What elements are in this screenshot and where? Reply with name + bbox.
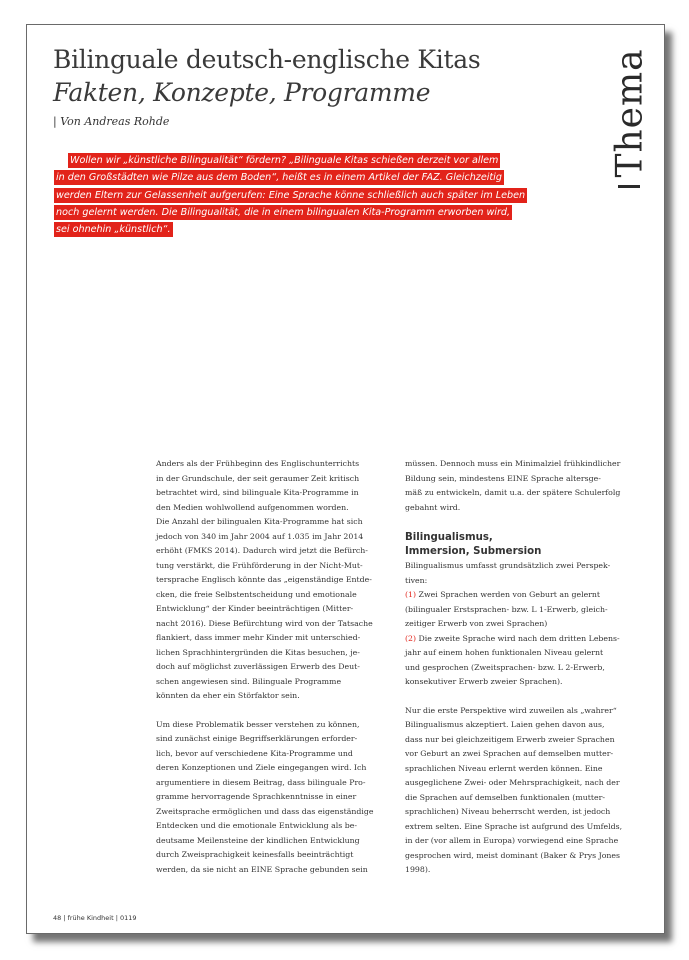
list-number: (1) [405, 590, 417, 599]
article-title: Bilinguale deutsch-englische Kitas [53, 45, 481, 74]
text-line: deren Konzeptionen und Ziele eingegangen wird. Ich [156, 763, 367, 772]
text-line: in der (vor allem in Europa) vorwiegend eine Sprache [405, 836, 619, 845]
paragraph [405, 559, 641, 588]
text-line: flankiert, dass immer mehr Kinder mit unterschied- [156, 633, 361, 642]
author-line: | Von Andreas Rohde [53, 115, 170, 128]
text-line: Entdecken und die emotionale Entwicklung als be- [156, 821, 357, 830]
text-line: mäß zu entwickeln, damit u.a. der spätere Schulerfolg [405, 488, 621, 497]
text-line: lichen Sprachhintergründen die Kitas besuchen, je- [156, 647, 360, 657]
text-line: durch Zweisprachigkeit keinesfalls beeinträchtigt [156, 850, 354, 859]
text-line: werden, da sie nicht an EINE Sprache gebunden sein [156, 864, 368, 874]
text-line: deutsame Meilensteine der kindlichen Entwicklung [156, 835, 360, 845]
intro-line: in den Großstädten wie Pilze aus dem Boden“, heißt es in einem Artikel der FAZ. Gleichzeitig [56, 172, 502, 184]
page-footer: 48 | frühe Kindheit | 0119 [53, 914, 137, 922]
text-line: jahr auf einem hohen funktionalen Niveau gelernt [405, 648, 604, 657]
intro-line: Wollen wir „künstliche Bilingualität“ fördern? „Bilinguale Kitas schießen derzeit vor allem [70, 155, 499, 166]
text-line: den Medien wohlwollend aufgenommen worden. [156, 502, 349, 512]
body-column-left [156, 457, 384, 877]
magazine-page [26, 24, 665, 934]
text-line: doch auf möglichst zuverlässigen Erwerb des Deut- [156, 662, 360, 671]
text-line: könnten da eher ein Störfaktor sein. [156, 691, 300, 700]
text-line: ausgeglichene Zwei- oder Mehrsprachigkeit, nach der [405, 778, 620, 787]
text-line: gramme hervorragende Sprachkenntnisse in einer [156, 792, 357, 801]
text-line: sind zunächst einige Begriffserklärungen erforder- [156, 734, 358, 743]
text-line: (bilingualer Erstsprachen- bzw. L 1-Erwerb, gleich- [405, 604, 608, 614]
text-line: nacht 2016). Diese Befürchtung wird von der Tatsache [156, 618, 373, 628]
intro-line: werden Eltern zur Gelassenheit aufgerufen: Eine Sprache könne schließlich auch später im Leben [56, 189, 526, 201]
text-line: müssen. Dennoch muss ein Minimalziel frühkindlicher [405, 459, 621, 468]
paragraph [156, 718, 384, 878]
text-line: Bilingualismus umfasst grundsätzlich zwei Perspek- [405, 561, 611, 570]
list-number: (2) [405, 633, 417, 643]
text-line: konsekutiver Erwerb zweier Sprachen). [405, 677, 563, 686]
text-line: Zweitsprache ermöglichen und dass das eigenständige [156, 806, 374, 816]
text-line: Die Anzahl der bilingualen Kita-Programme hat sich [156, 517, 363, 526]
text-line: cken, die freie Selbstentscheidung und emotionale [156, 589, 357, 599]
section-divider [618, 185, 640, 188]
text-line: sprachlichen Niveau erlernt werden können. Eine [405, 763, 603, 773]
list-item [405, 588, 641, 632]
text-line: Bildung sein, mindestens EINE Sprache altersge- [405, 473, 601, 483]
intro-teaser [54, 152, 554, 238]
text-line: die Sprachen auf demselben funktionalen (mutter- [405, 792, 605, 802]
text-line: extrem selten. Eine Sprache ist aufgrund des Umfelds, [405, 821, 623, 831]
subheading-line: Bilingualismus, [405, 532, 493, 543]
text-line: dass nur bei gleichzeitigem Erwerb zweier Sprachen [405, 734, 615, 744]
text-line: Entwicklung“ der Kinder beeinträchtigen (Mitter- [156, 604, 354, 613]
paragraph [405, 457, 641, 515]
text-line: lich, bevor auf verschiedene Kita-Programme und [156, 748, 353, 758]
text-line: in der Grundschule, der seit geraumer Zeit kritisch [156, 473, 360, 483]
text-line: und gesprochen (Zweitsprachen- bzw. L 2-Erwerb, [405, 662, 605, 672]
text-line: betrachtet wird, sind bilinguale Kita-Programme in [156, 488, 359, 497]
text-line: zeitiger Erwerb von zwei Sprachen) [405, 619, 548, 628]
section-subheading [405, 531, 641, 559]
text-line: Nur die erste Perspektive wird zuweilen als „wahrer“ [405, 705, 617, 715]
text-line: gebahnt wird. [405, 502, 461, 512]
text-line: Anders als der Frühbeginn des Englischunterrichts [156, 459, 360, 468]
text-line: tung verstärkt, die Frühförderung in der Nicht-Mut- [156, 560, 363, 570]
text-line: Um diese Problematik besser verstehen zu können, [156, 719, 360, 729]
paragraph [156, 457, 384, 704]
text-line: tersprache Englisch könnte das „eigenständige Entde- [156, 575, 372, 584]
section-label: Thema [609, 48, 651, 178]
article-subtitle: Fakten, Konzepte, Programme [53, 78, 431, 107]
text-line: erhöht (FMKS 2014). Dadurch wird jetzt die Befürch- [156, 546, 368, 555]
text-line: Die zweite Sprache wird nach dem dritten Lebens- [416, 633, 620, 643]
text-line: schen angewiesen sind. Bilinguale Programme [156, 676, 342, 686]
text-line: sprachlichen) Niveau beherrscht werden, ist jedoch [405, 807, 611, 816]
text-line: tiven: [405, 575, 428, 585]
section-label-wrap [605, 33, 655, 193]
text-line: argumentiere in diesem Beitrag, dass bilinguale Pro- [156, 777, 366, 787]
body-column-right [405, 457, 641, 878]
text-line: 1998). [405, 865, 431, 874]
text-line: jedoch von 340 im Jahr 2004 auf 1.035 im Jahr 2014 [156, 531, 364, 541]
text-line: Bilingualismus akzeptiert. Laien gehen davon aus, [405, 720, 605, 729]
paragraph [405, 704, 641, 878]
intro-line: noch gelernt werden. Die Bilingualität, die in einem bilingualen Kita-Programm erworben wird, [56, 206, 511, 218]
text-line: vor Geburt an zwei Sprachen auf demselben mutter- [405, 749, 614, 758]
subheading-line: Immersion, Submersion [405, 546, 542, 557]
intro-line: sei ohnehin „künstlich“. [56, 224, 171, 236]
text-line: Zwei Sprachen werden von Geburt an gelernt [416, 590, 601, 599]
text-line: gesprochen wird, meist dominant (Baker & Prys Jones [405, 850, 621, 860]
list-item [405, 632, 641, 690]
